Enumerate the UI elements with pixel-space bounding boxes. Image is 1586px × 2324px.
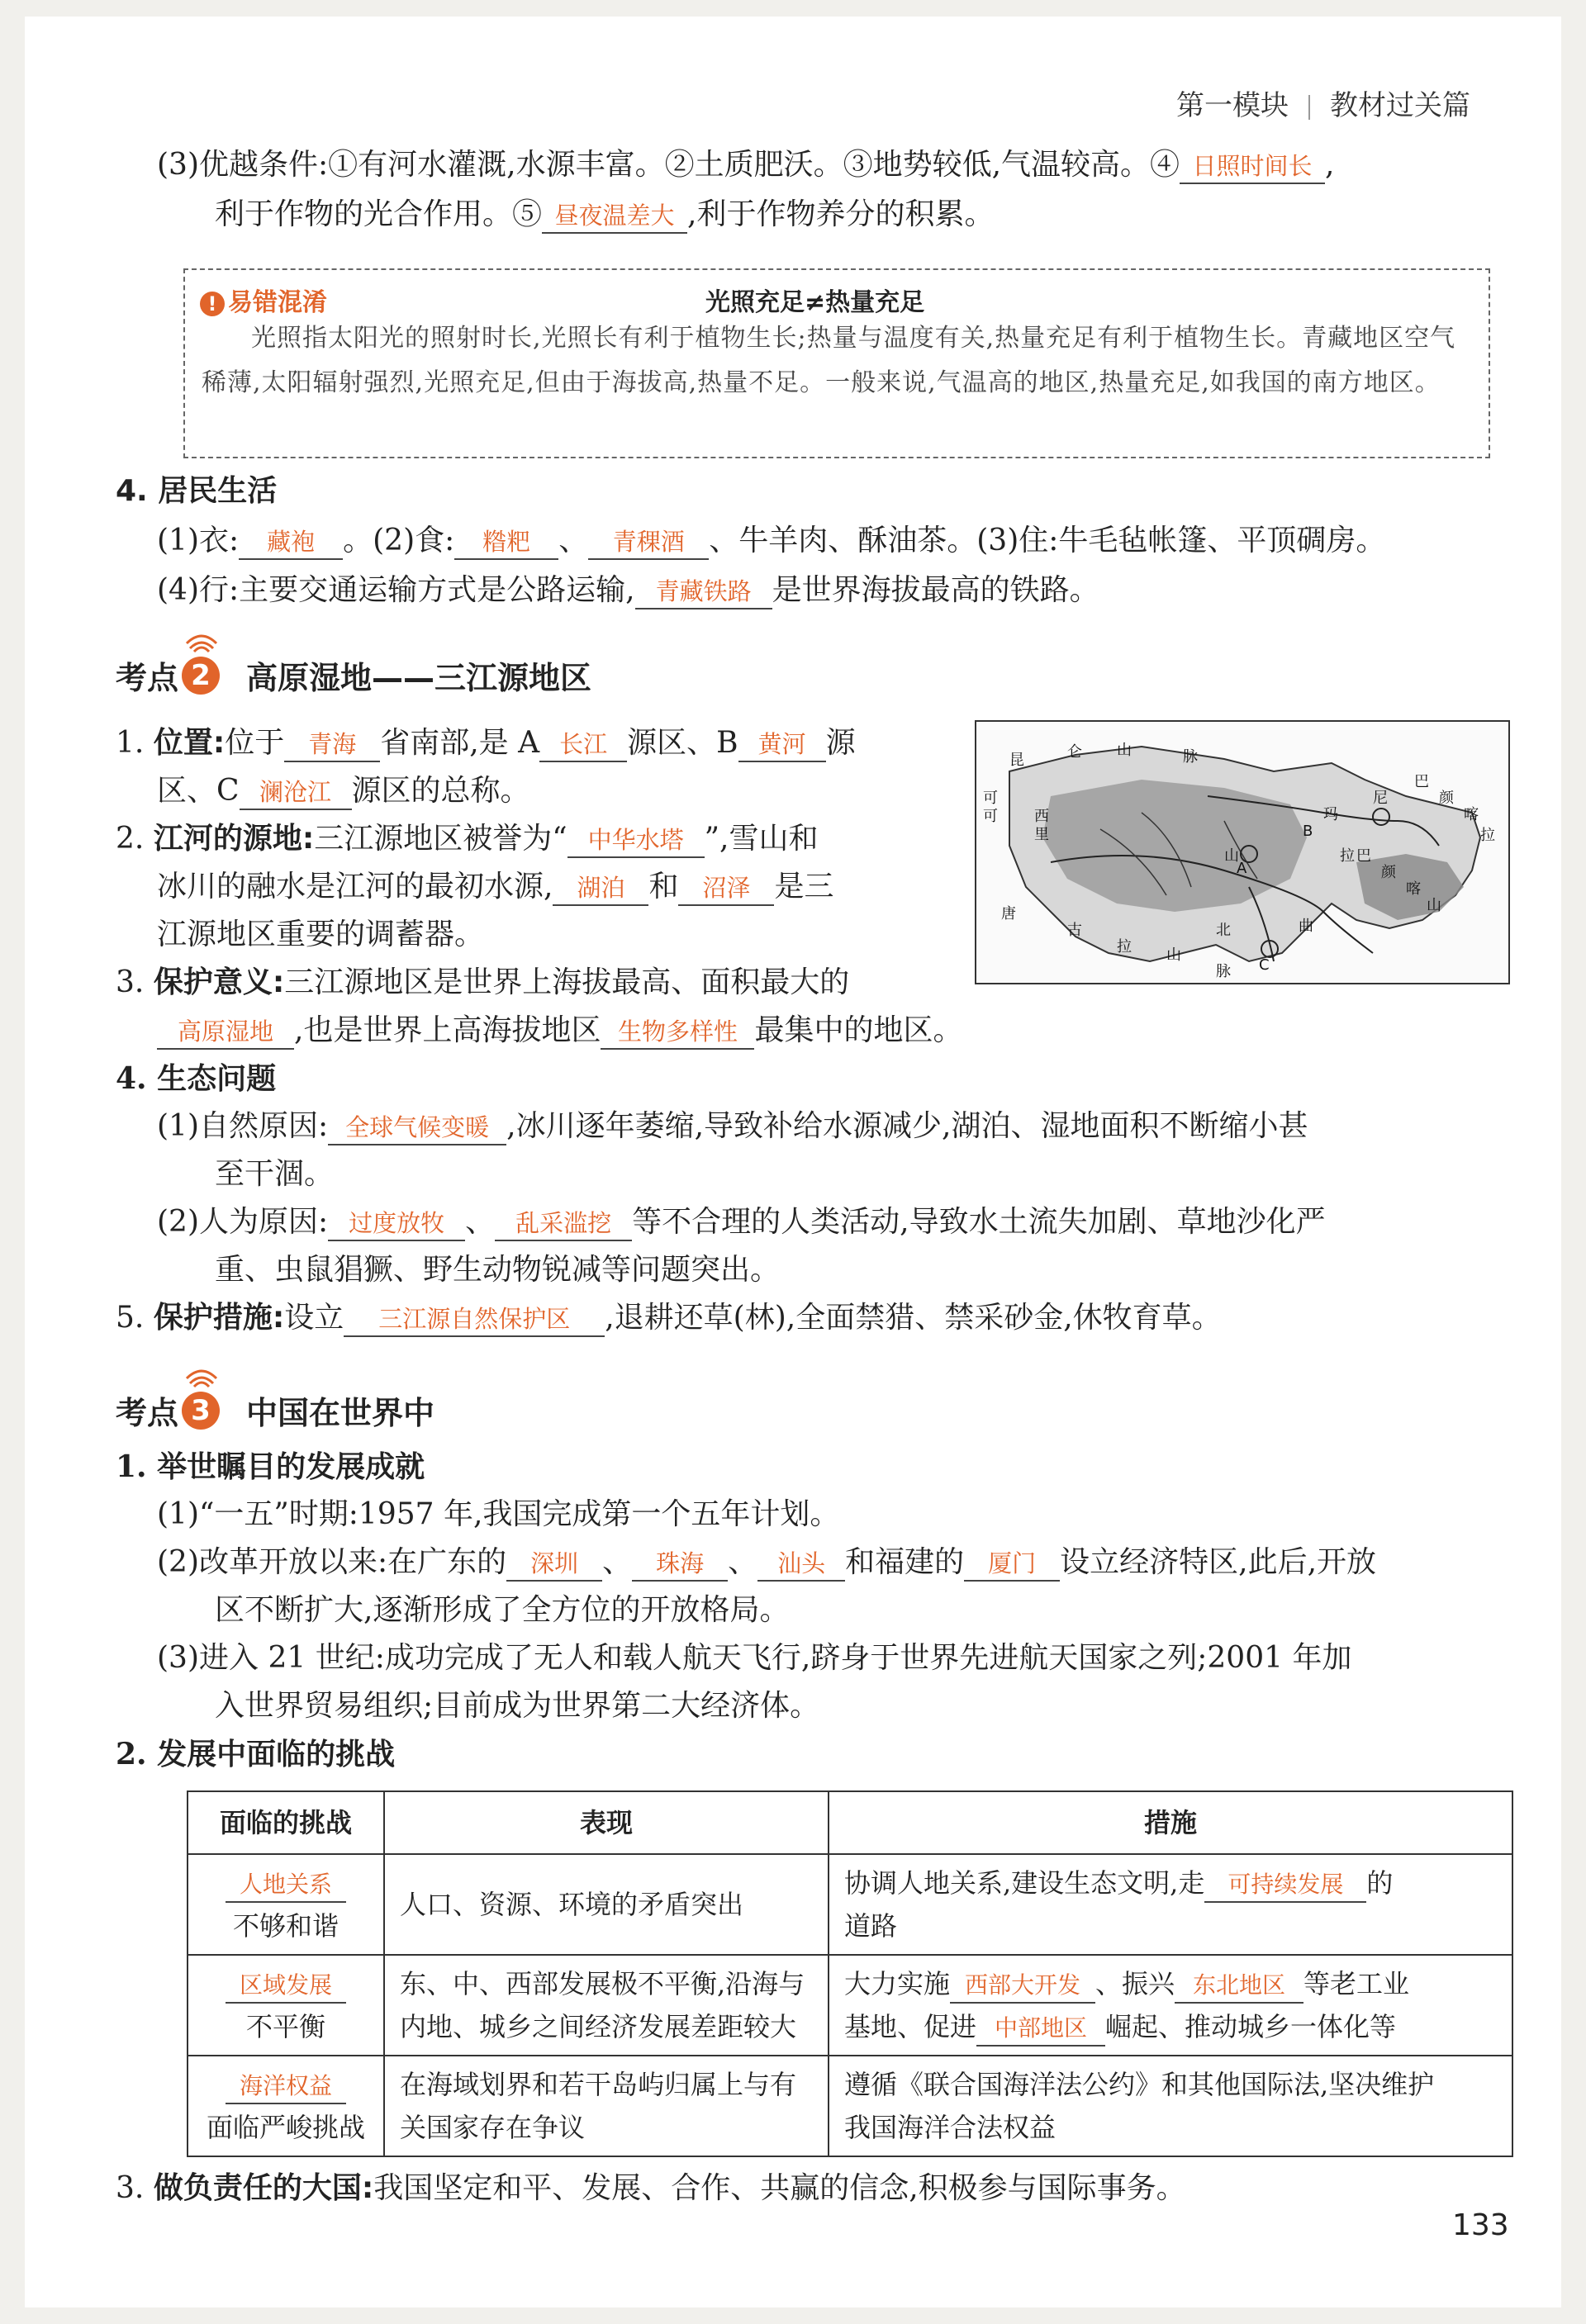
answer-blank: 西部大开发 — [950, 1969, 1095, 2004]
number-badge: 3 — [182, 1392, 220, 1430]
answer-blank: 青稞酒 — [588, 525, 709, 560]
map-label: 可 — [983, 790, 998, 807]
map-label: 巴 — [1356, 847, 1371, 865]
answer-blank: 中华水塔 — [567, 823, 705, 858]
table-cell: 遵循《联合国海洋法公约》和其他国际法,坚决维护 我国海洋合法权益 — [829, 2056, 1512, 2156]
answer-blank: 高原湿地 — [157, 1015, 294, 1050]
table-cell: 人地关系 不够和谐 — [188, 1854, 384, 1955]
kd2-p1-line1: 1. 位置:位于 青海 省南部,是 A 长江 源区、B 黄河 源 — [116, 719, 856, 768]
page — [25, 17, 1561, 2307]
map-label: 昆 — [1009, 752, 1024, 769]
table-cell: 协调人地关系,建设生态文明,走 可持续发展 的 道路 — [829, 1854, 1512, 1955]
answer-blank: 日照时间长 — [1180, 149, 1325, 184]
map-label: 玛 — [1323, 806, 1338, 823]
map-label: 拉 — [1117, 938, 1132, 956]
header-module: 第一模块 — [1176, 89, 1289, 122]
answer-blank: 长江 — [539, 728, 627, 762]
table-row — [188, 1854, 1512, 1955]
map-label: 颜 — [1381, 864, 1396, 881]
table-row — [188, 2056, 1512, 2156]
signal-wave-icon — [185, 1367, 218, 1388]
map-label: 仑 — [1067, 743, 1082, 761]
answer-blank: 全球气候变暖 — [328, 1111, 506, 1145]
kd2-p3-line1: 3. 保护意义:三江源地区是世界上海拔最高、面积最大的 — [116, 965, 850, 999]
table-cell: 区域发展 不平衡 — [188, 1955, 384, 2056]
map-label: 北 — [1216, 922, 1231, 939]
answer-blank: 厦门 — [964, 1547, 1060, 1582]
map-label: 喀 — [1406, 880, 1421, 898]
answer-blank: 青藏铁路 — [635, 575, 772, 609]
mistake-callout-box — [183, 268, 1490, 458]
exclamation-icon: ! — [200, 292, 225, 316]
kd3-p1-3-cont: 入世界贸易组织;目前成为世界第二大经济体。 — [215, 1689, 820, 1723]
map-label: 喀 — [1464, 806, 1479, 823]
table-cell: 在海域划界和若干岛屿归属上与有 关国家存在争议 — [384, 2056, 829, 2156]
answer-blank: 珠海 — [632, 1547, 728, 1582]
kd2-p2-line3: 江源地区重要的调蓄器。 — [157, 918, 485, 951]
map-label: 可 — [983, 808, 998, 825]
kd2-p4-line1: (1)自然原因: 全球气候变暖 ,冰川逐年萎缩,导致补给水源减少,湖泊、湿地面积不断缩小甚 — [157, 1102, 1308, 1151]
number-badge: 2 — [182, 657, 220, 695]
table-row — [188, 1955, 1512, 2056]
map-label: 脉 — [1183, 748, 1198, 766]
kd2-p4-line4: 重、虫鼠猖獗、野生动物锐减等问题突出。 — [215, 1253, 781, 1287]
signal-wave-icon — [185, 632, 218, 653]
table-header: 措施 — [829, 1791, 1512, 1854]
answer-blank: 可持续发展 — [1204, 1868, 1366, 1903]
answer-blank: 海洋权益 — [226, 2070, 346, 2104]
map-label: 古 — [1067, 922, 1082, 939]
kd2-p2-line1: 2. 江河的源地:三江源地区被誉为“ 中华水塔 ”,雪山和 — [116, 814, 818, 864]
answer-blank: 糌粑 — [454, 525, 558, 560]
kd2-p4-line2: 至干涸。 — [215, 1157, 335, 1191]
s4-title: 4. 居民生活 — [116, 474, 278, 508]
callout-title: 光照充足≠热量充足 — [705, 288, 925, 317]
answer-blank: 东北地区 — [1175, 1969, 1303, 2004]
kd2-p5: 5. 保护措施:设立 三江源自然保护区 ,退耕还草(林),全面禁猎、禁采砂金,休牧育草。 — [116, 1293, 1222, 1343]
map-label: 巴 — [1414, 773, 1429, 790]
answer-blank: 昼夜温差大 — [542, 199, 687, 234]
s4-line1: (1)衣: 藏袍 。(2)食: 糌粑 、 青稞酒 、牛羊肉、酥油茶。(3)住:牛毛毡帐篷、平顶碉房。 — [157, 516, 1385, 566]
table-cell: 东、中、西部发展极不平衡,沿海与 内地、城乡之间经济发展差距较大 — [384, 1955, 829, 2056]
table-cell: 大力实施 西部大开发 、振兴 东北地区 等老工业 基地、促进 中部地区 崛起、推动城乡一体化等 — [829, 1955, 1512, 2056]
kd3-p2-title: 2. 发展中面临的挑战 — [116, 1737, 396, 1771]
kd3-p1-2: (2)改革开放以来:在广东的 深圳 、 珠海 、 汕头 和福建的 厦门 设立经济特区,此后,开放 — [157, 1538, 1376, 1587]
answer-blank: 藏袍 — [239, 525, 343, 560]
map-label: 西 — [1034, 808, 1049, 825]
map-label: 曲 — [1299, 918, 1313, 935]
kd3-p1-2-cont: 区不断扩大,逐渐形成了全方位的开放格局。 — [215, 1593, 790, 1627]
answer-blank: 沼泽 — [678, 871, 774, 906]
section-heading-3: 考点 3 中国在世界中 — [116, 1387, 434, 1433]
sanjiangyuan-map — [975, 720, 1510, 984]
page-header — [1176, 83, 1470, 123]
header-section: 教材过关篇 — [1330, 89, 1470, 122]
map-label: 拉 — [1480, 827, 1495, 844]
map-label: B — [1303, 823, 1313, 840]
kd3-p1-1: (1)“一五”时期:1957 年,我国完成第一个五年计划。 — [157, 1497, 840, 1531]
s3-line1: (3)优越条件:①有河水灌溉,水源丰富。②土质肥沃。③地势较低,气温较高。④ 日照时间长 , — [157, 140, 1334, 190]
map-label: 山 — [1117, 742, 1132, 759]
kd2-p3-line2: 高原湿地 ,也是世界上高海拔地区 生物多样性 最集中的地区。 — [157, 1006, 962, 1055]
answer-blank: 人地关系 — [226, 1868, 346, 1903]
kd3-p3: 3. 做负责任的大国:我国坚定和平、发展、合作、共赢的信念,积极参与国际事务。 — [116, 2171, 1186, 2205]
s4-line2: (4)行:主要交通运输方式是公路运输, 青藏铁路 是世界海拔最高的铁路。 — [157, 566, 1099, 615]
answer-blank: 三江源自然保护区 — [344, 1302, 605, 1337]
answer-blank: 湖泊 — [553, 871, 648, 906]
map-label: 山 — [1166, 946, 1181, 964]
table-header-row — [188, 1791, 1512, 1854]
kd3-p1-title: 1. 举世瞩目的发展成就 — [116, 1449, 425, 1484]
kd2-p4-line3: (2)人为原因: 过度放牧 、 乱采滥挖 等不合理的人类活动,导致水土流失加剧、草地沙化严 — [157, 1198, 1326, 1247]
page-number: 133 — [1452, 2208, 1509, 2242]
map-label: 山 — [1427, 897, 1441, 914]
answer-blank: 中部地区 — [976, 2012, 1105, 2047]
map-label: 拉 — [1340, 847, 1355, 865]
table-cell: 人口、资源、环境的矛盾突出 — [384, 1854, 829, 1955]
table-header: 表现 — [384, 1791, 829, 1854]
table-header: 面临的挑战 — [188, 1791, 384, 1854]
kd2-p4-title: 4. 生态问题 — [116, 1061, 277, 1096]
answer-blank: 区域发展 — [226, 1969, 346, 2004]
map-label: 里 — [1034, 826, 1049, 843]
map-label: 颜 — [1439, 790, 1454, 807]
answer-blank: 深圳 — [506, 1547, 602, 1582]
answer-blank: 青海 — [284, 728, 380, 762]
map-label: A — [1237, 860, 1247, 877]
callout-tag: ! 易错混淆 — [200, 282, 327, 318]
map-label: 尼 — [1373, 790, 1388, 807]
map-label: 山 — [1224, 847, 1239, 865]
map-label: 唐 — [1001, 905, 1016, 922]
s3-line2: 利于作物的光合作用。⑤ 昼夜温差大 ,利于作物养分的积累。 — [215, 190, 994, 240]
map-label: C — [1259, 956, 1270, 974]
challenges-table — [187, 1790, 1513, 2157]
kd2-p1-line2: 区、C 澜沧江 源区的总称。 — [157, 766, 530, 816]
answer-blank: 乱采滥挖 — [495, 1207, 632, 1241]
kd3-p1-3: (3)进入 21 世纪:成功完成了无人和载人航天飞行,跻身于世界先进航天国家之列;2001 年加 — [157, 1641, 1352, 1675]
answer-blank: 黄河 — [738, 728, 826, 762]
answer-blank: 澜沧江 — [240, 775, 352, 810]
kd2-p2-line2: 冰川的融水是江河的最初水源, 湖泊 和 沼泽 是三 — [157, 862, 833, 912]
table-cell: 海洋权益 面临严峻挑战 — [188, 2056, 384, 2156]
map-label: 脉 — [1216, 963, 1231, 980]
callout-text: 光照指太阳光的照射时长,光照长有利于植物生长;热量与温度有关,热量充足有利于植物生长。青藏地区空气稀薄,太阳辐射强烈,光照充足,但由于海拔高,热量不足。一般来说,气温高的地区,热量充足,如我国的南方地区。 — [202, 324, 1456, 397]
answer-blank: 过度放牧 — [328, 1207, 465, 1241]
section-heading-2: 考点 2 高原湿地——三江源地区 — [116, 652, 591, 698]
header-divider — [1308, 95, 1310, 120]
answer-blank: 生物多样性 — [601, 1015, 754, 1050]
answer-blank: 汕头 — [757, 1547, 845, 1582]
